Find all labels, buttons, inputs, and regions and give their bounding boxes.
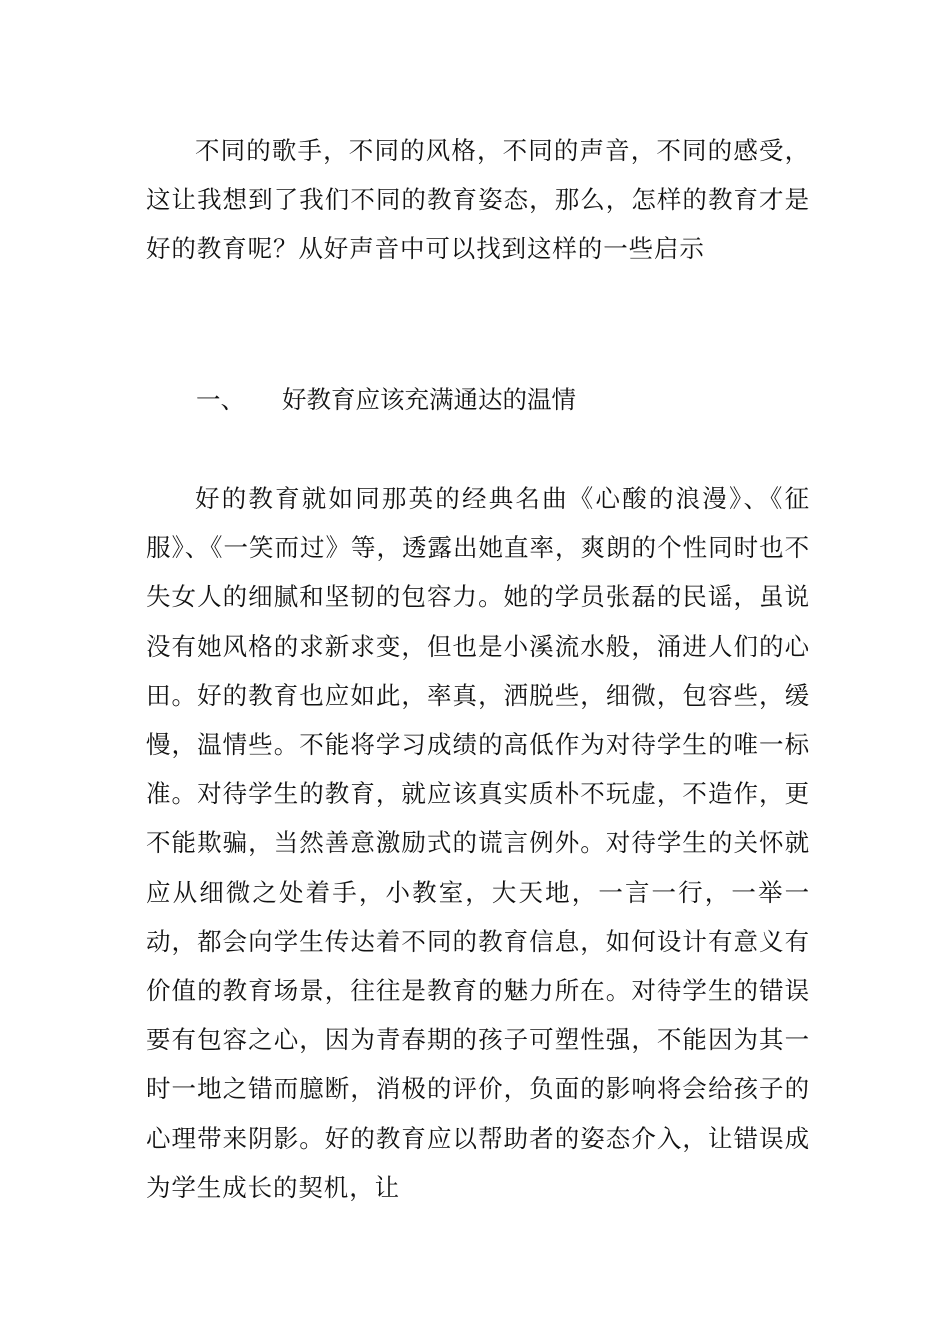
section-number: 一、 (196, 385, 245, 414)
section-title: 好教育应该充满通达的温情 (282, 385, 576, 414)
body-paragraph: 好的教育就如同那英的经典名曲《心酸的浪漫》、《征服》、《一笑而过》等，透露出她直率，爽朗的个性同时也不失女人的细腻和坚韧的包容力。她的学员张磊的民谣，虽说没有她风格的求新求变，但也是小溪流水般，涌进人们的心田。好的教育也应如此，率真，洒脱些，细微，包容些，缓慢，温情些。不能将学习成绩的高低作为对待学生的唯一标准。对待学生的教育，就应该真实质朴不玩虚，不造作，更不能欺骗，当然善意激励式的谎言例外。对待学生的关怀就应从细微之处着手，小教室，大天地，一言一行，一举一动，都会向学生传达着不同的教育信息，如何设计有意义有价值的教育场景，往往是教育的魅力所在。对待学生的错误要有包容之心，因为青春期的孩子可塑性强，不能因为其一时一地之错而臆断，消极的评价，负面的影响将会给孩子的心理带来阴影。好的教育应以帮助者的姿态介入，让错误成为学生成长的契机，让 (146, 484, 810, 1202)
section-heading (196, 380, 576, 420)
intro-paragraph: 不同的歌手，不同的风格，不同的声音，不同的感受，这让我想到了我们不同的教育姿态，那么，怎样的教育才是好的教育呢？从好声音中可以找到这样的一些启示 (146, 136, 810, 264)
